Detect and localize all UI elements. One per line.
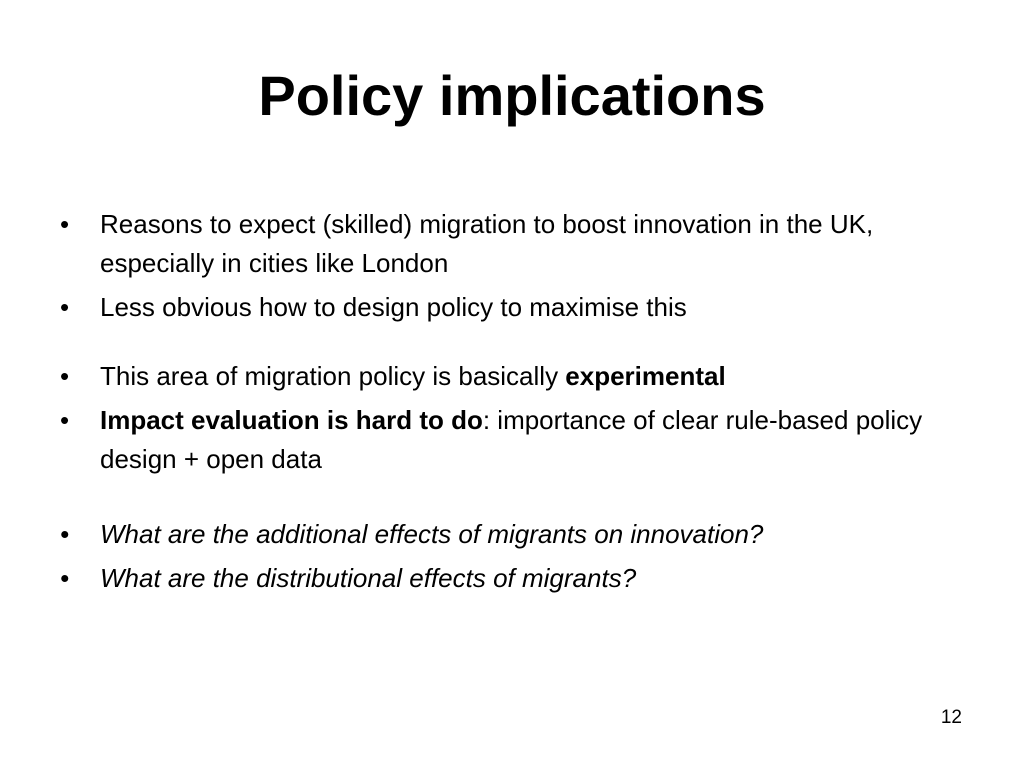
bullet-list — [60, 205, 960, 598]
bullet-dot-icon: • — [60, 209, 70, 239]
page-number: 12 — [940, 707, 962, 728]
bullet-text-prefix: This area of migration policy is basically — [100, 361, 566, 391]
bullet-item — [60, 205, 960, 283]
bullet-item — [60, 401, 960, 479]
bullet-dot-icon: • — [60, 405, 70, 435]
bullet-dot-icon: • — [60, 361, 70, 391]
bullet-item — [60, 515, 960, 554]
bullet-dot-icon: • — [60, 292, 70, 322]
bullet-item — [60, 357, 960, 396]
bullet-text-suffix: : importance of clear rule-based policy design + open data — [100, 405, 923, 474]
bullet-text: Reasons to expect (skilled) migration to boost innovation in the UK, especially in cities like London — [100, 209, 874, 278]
bullet-question-text: What are the distributional effects of migrants? — [100, 563, 637, 593]
bullet-dot-icon: • — [60, 563, 70, 593]
bullet-item — [60, 559, 960, 598]
bullet-item — [60, 288, 960, 327]
bullet-bold-text: experimental — [565, 361, 726, 391]
bullet-question-text: What are the additional effects of migrants on innovation? — [100, 519, 764, 549]
bullet-text: Less obvious how to design policy to maximise this — [100, 292, 687, 322]
bullet-dot-icon: • — [60, 519, 70, 549]
slide-title: Policy implications — [258, 64, 766, 127]
bullet-bold-text: Impact evaluation is hard to do — [100, 405, 483, 435]
